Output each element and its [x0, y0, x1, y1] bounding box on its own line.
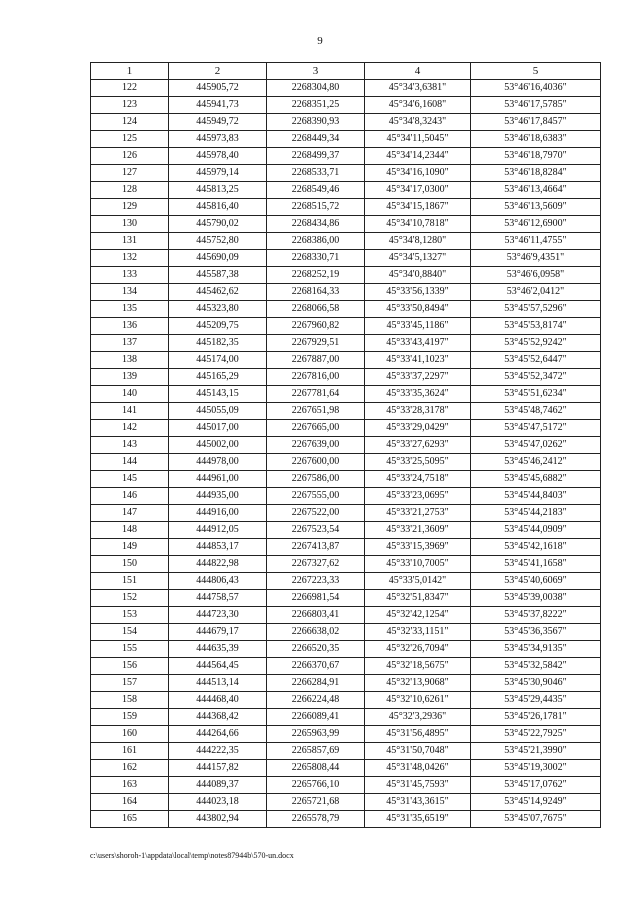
- coordinates-table: [90, 62, 601, 828]
- column-header-longitude: 5: [471, 63, 601, 80]
- cell-point-number: 125: [91, 131, 169, 148]
- cell-y: 2267223,33: [267, 573, 365, 590]
- cell-x: 444089,37: [169, 777, 267, 794]
- cell-point-number: 146: [91, 488, 169, 505]
- cell-latitude: 45°31'45,7593": [365, 777, 471, 794]
- cell-x: 445949,72: [169, 114, 267, 131]
- cell-x: 445165,29: [169, 369, 267, 386]
- cell-latitude: 45°34'8,3243": [365, 114, 471, 131]
- cell-point-number: 140: [91, 386, 169, 403]
- cell-longitude: 53°46'11,4755": [471, 233, 601, 250]
- cell-y: 2267960,82: [267, 318, 365, 335]
- cell-point-number: 164: [91, 794, 169, 811]
- cell-y: 2267522,00: [267, 505, 365, 522]
- cell-y: 2267639,00: [267, 437, 365, 454]
- cell-longitude: 53°46'17,8457": [471, 114, 601, 131]
- cell-latitude: 45°32'3,2936": [365, 709, 471, 726]
- cell-x: 444961,00: [169, 471, 267, 488]
- cell-latitude: 45°33'27,6293": [365, 437, 471, 454]
- cell-y: 2268066,58: [267, 301, 365, 318]
- cell-longitude: 53°45'14,9249": [471, 794, 601, 811]
- table-row: [91, 624, 601, 641]
- cell-latitude: 45°32'42,1254": [365, 607, 471, 624]
- cell-longitude: 53°46'9,4351": [471, 250, 601, 267]
- cell-latitude: 45°33'21,2753": [365, 505, 471, 522]
- table-row: [91, 335, 601, 352]
- cell-x: 445690,09: [169, 250, 267, 267]
- cell-y: 2267600,00: [267, 454, 365, 471]
- cell-latitude: 45°34'17,0300": [365, 182, 471, 199]
- cell-latitude: 45°33'43,4197": [365, 335, 471, 352]
- cell-y: 2265766,10: [267, 777, 365, 794]
- cell-x: 445055,09: [169, 403, 267, 420]
- cell-longitude: 53°45'42,1618": [471, 539, 601, 556]
- cell-x: 445323,80: [169, 301, 267, 318]
- table-row: [91, 148, 601, 165]
- cell-longitude: 53°45'30,9046": [471, 675, 601, 692]
- cell-longitude: 53°46'18,6383": [471, 131, 601, 148]
- table-row: [91, 726, 601, 743]
- cell-longitude: 53°46'13,5609": [471, 199, 601, 216]
- cell-point-number: 155: [91, 641, 169, 658]
- cell-x: 445017,00: [169, 420, 267, 437]
- cell-x: 444157,82: [169, 760, 267, 777]
- page-number: 9: [317, 35, 323, 47]
- cell-latitude: 45°33'21,3609": [365, 522, 471, 539]
- cell-longitude: 53°45'52,6447": [471, 352, 601, 369]
- cell-y: 2268164,33: [267, 284, 365, 301]
- table-row: [91, 233, 601, 250]
- cell-y: 2268434,86: [267, 216, 365, 233]
- cell-latitude: 45°34'5,1327": [365, 250, 471, 267]
- cell-point-number: 122: [91, 80, 169, 97]
- cell-longitude: 53°45'37,8222": [471, 607, 601, 624]
- cell-longitude: 53°45'21,3990": [471, 743, 601, 760]
- table-row: [91, 692, 601, 709]
- cell-y: 2268549,46: [267, 182, 365, 199]
- cell-latitude: 45°31'48,0426": [365, 760, 471, 777]
- cell-point-number: 143: [91, 437, 169, 454]
- cell-longitude: 53°45'44,0909": [471, 522, 601, 539]
- cell-longitude: 53°46'2,0412": [471, 284, 601, 301]
- cell-latitude: 45°34'10,7818": [365, 216, 471, 233]
- cell-x: 444806,43: [169, 573, 267, 590]
- cell-latitude: 45°32'13,9068": [365, 675, 471, 692]
- cell-x: 443802,94: [169, 811, 267, 828]
- cell-x: 444978,00: [169, 454, 267, 471]
- cell-point-number: 135: [91, 301, 169, 318]
- cell-point-number: 147: [91, 505, 169, 522]
- cell-x: 444723,30: [169, 607, 267, 624]
- cell-point-number: 148: [91, 522, 169, 539]
- table-header-row: [91, 63, 601, 80]
- cell-latitude: 45°33'5,0142": [365, 573, 471, 590]
- cell-x: 444916,00: [169, 505, 267, 522]
- cell-y: 2268386,00: [267, 233, 365, 250]
- cell-x: 445462,62: [169, 284, 267, 301]
- table-row: [91, 488, 601, 505]
- cell-latitude: 45°34'11,5045": [365, 131, 471, 148]
- cell-longitude: 53°45'53,8174": [471, 318, 601, 335]
- cell-longitude: 53°45'48,7462": [471, 403, 601, 420]
- cell-latitude: 45°31'50,7048": [365, 743, 471, 760]
- cell-x: 444935,00: [169, 488, 267, 505]
- cell-x: 445973,83: [169, 131, 267, 148]
- cell-x: 445790,02: [169, 216, 267, 233]
- table-row: [91, 556, 601, 573]
- cell-point-number: 162: [91, 760, 169, 777]
- cell-latitude: 45°34'0,8840": [365, 267, 471, 284]
- cell-x: 444264,66: [169, 726, 267, 743]
- cell-y: 2265857,69: [267, 743, 365, 760]
- cell-x: 444222,35: [169, 743, 267, 760]
- cell-longitude: 53°45'44,8403": [471, 488, 601, 505]
- cell-latitude: 45°33'15,3969": [365, 539, 471, 556]
- cell-longitude: 53°45'32,5842": [471, 658, 601, 675]
- cell-y: 2267327,62: [267, 556, 365, 573]
- cell-latitude: 45°32'26,7094": [365, 641, 471, 658]
- cell-longitude: 53°45'07,7675": [471, 811, 601, 828]
- cell-point-number: 133: [91, 267, 169, 284]
- cell-x: 445002,00: [169, 437, 267, 454]
- cell-latitude: 45°33'37,2297": [365, 369, 471, 386]
- cell-latitude: 45°34'6,1608": [365, 97, 471, 114]
- table-row: [91, 777, 601, 794]
- cell-y: 2268304,80: [267, 80, 365, 97]
- table-row: [91, 114, 601, 131]
- cell-point-number: 134: [91, 284, 169, 301]
- cell-y: 2267523,54: [267, 522, 365, 539]
- cell-x: 444023,18: [169, 794, 267, 811]
- cell-longitude: 53°45'26,1781": [471, 709, 601, 726]
- table-row: [91, 454, 601, 471]
- cell-x: 444679,17: [169, 624, 267, 641]
- cell-x: 444758,57: [169, 590, 267, 607]
- cell-latitude: 45°33'41,1023": [365, 352, 471, 369]
- cell-longitude: 53°46'18,7970": [471, 148, 601, 165]
- cell-longitude: 53°45'52,3472": [471, 369, 601, 386]
- cell-point-number: 141: [91, 403, 169, 420]
- table-row: [91, 250, 601, 267]
- cell-point-number: 123: [91, 97, 169, 114]
- table-row: [91, 522, 601, 539]
- cell-point-number: 156: [91, 658, 169, 675]
- cell-x: 445174,00: [169, 352, 267, 369]
- cell-longitude: 53°45'47,0262": [471, 437, 601, 454]
- table-row: [91, 284, 601, 301]
- cell-longitude: 53°45'45,6882": [471, 471, 601, 488]
- cell-point-number: 161: [91, 743, 169, 760]
- cell-x: 444564,45: [169, 658, 267, 675]
- cell-point-number: 160: [91, 726, 169, 743]
- cell-longitude: 53°45'46,2412": [471, 454, 601, 471]
- cell-longitude: 53°45'34,9135": [471, 641, 601, 658]
- cell-longitude: 53°45'44,2183": [471, 505, 601, 522]
- cell-y: 2265808,44: [267, 760, 365, 777]
- cell-x: 444853,17: [169, 539, 267, 556]
- table-row: [91, 590, 601, 607]
- cell-y: 2268330,71: [267, 250, 365, 267]
- table-row: [91, 709, 601, 726]
- cell-x: 445941,73: [169, 97, 267, 114]
- cell-x: 445905,72: [169, 80, 267, 97]
- cell-latitude: 45°33'10,7005": [365, 556, 471, 573]
- cell-y: 2268351,25: [267, 97, 365, 114]
- cell-latitude: 45°33'23,0695": [365, 488, 471, 505]
- cell-y: 2267586,00: [267, 471, 365, 488]
- cell-longitude: 53°45'39,0038": [471, 590, 601, 607]
- table-row: [91, 471, 601, 488]
- cell-longitude: 53°45'52,9242": [471, 335, 601, 352]
- cell-x: 445979,14: [169, 165, 267, 182]
- cell-latitude: 45°34'16,1090": [365, 165, 471, 182]
- cell-longitude: 53°45'41,1658": [471, 556, 601, 573]
- table-body: [91, 80, 601, 828]
- cell-longitude: 53°45'47,5172": [471, 420, 601, 437]
- table-row: [91, 505, 601, 522]
- table-row: [91, 658, 601, 675]
- table-row: [91, 641, 601, 658]
- cell-latitude: 45°33'50,8494": [365, 301, 471, 318]
- cell-longitude: 53°45'40,6069": [471, 573, 601, 590]
- cell-x: 444912,05: [169, 522, 267, 539]
- cell-y: 2267651,98: [267, 403, 365, 420]
- cell-point-number: 129: [91, 199, 169, 216]
- cell-y: 2267816,00: [267, 369, 365, 386]
- cell-point-number: 150: [91, 556, 169, 573]
- table-row: [91, 437, 601, 454]
- cell-y: 2267887,00: [267, 352, 365, 369]
- cell-point-number: 131: [91, 233, 169, 250]
- cell-latitude: 45°33'28,3178": [365, 403, 471, 420]
- cell-point-number: 124: [91, 114, 169, 131]
- cell-x: 445143,15: [169, 386, 267, 403]
- cell-y: 2265721,68: [267, 794, 365, 811]
- cell-point-number: 163: [91, 777, 169, 794]
- cell-latitude: 45°32'10,6261": [365, 692, 471, 709]
- cell-point-number: 138: [91, 352, 169, 369]
- cell-point-number: 137: [91, 335, 169, 352]
- cell-point-number: 136: [91, 318, 169, 335]
- table-row: [91, 165, 601, 182]
- cell-latitude: 45°31'56,4895": [365, 726, 471, 743]
- table-row: [91, 386, 601, 403]
- cell-y: 2266224,48: [267, 692, 365, 709]
- cell-longitude: 53°46'18,8284": [471, 165, 601, 182]
- cell-longitude: 53°46'16,4036": [471, 80, 601, 97]
- cell-y: 2268252,19: [267, 267, 365, 284]
- cell-x: 445752,80: [169, 233, 267, 250]
- cell-longitude: 53°45'19,3002": [471, 760, 601, 777]
- cell-latitude: 45°32'51,8347": [365, 590, 471, 607]
- cell-latitude: 45°33'35,3624": [365, 386, 471, 403]
- table-row: [91, 199, 601, 216]
- column-header-latitude: 4: [365, 63, 471, 80]
- column-header-y: 3: [267, 63, 365, 80]
- cell-x: 445813,25: [169, 182, 267, 199]
- table-row: [91, 811, 601, 828]
- cell-longitude: 53°45'17,0762": [471, 777, 601, 794]
- cell-point-number: 158: [91, 692, 169, 709]
- table-row: [91, 369, 601, 386]
- cell-y: 2267665,00: [267, 420, 365, 437]
- cell-x: 444468,40: [169, 692, 267, 709]
- cell-latitude: 45°31'35,6519": [365, 811, 471, 828]
- cell-x: 444635,39: [169, 641, 267, 658]
- cell-x: 445587,38: [169, 267, 267, 284]
- table-row: [91, 760, 601, 777]
- cell-x: 445978,40: [169, 148, 267, 165]
- cell-latitude: 45°34'15,1867": [365, 199, 471, 216]
- table-row: [91, 80, 601, 97]
- cell-point-number: 165: [91, 811, 169, 828]
- table-row: [91, 131, 601, 148]
- cell-point-number: 157: [91, 675, 169, 692]
- cell-longitude: 53°46'13,4664": [471, 182, 601, 199]
- cell-point-number: 151: [91, 573, 169, 590]
- table-row: [91, 675, 601, 692]
- cell-y: 2268533,71: [267, 165, 365, 182]
- cell-point-number: 128: [91, 182, 169, 199]
- cell-longitude: 53°45'22,7925": [471, 726, 601, 743]
- cell-x: 444513,14: [169, 675, 267, 692]
- cell-longitude: 53°46'17,5785": [471, 97, 601, 114]
- cell-longitude: 53°45'57,5296": [471, 301, 601, 318]
- cell-point-number: 153: [91, 607, 169, 624]
- cell-y: 2266089,41: [267, 709, 365, 726]
- cell-point-number: 144: [91, 454, 169, 471]
- cell-point-number: 139: [91, 369, 169, 386]
- cell-y: 2266803,41: [267, 607, 365, 624]
- table-row: [91, 794, 601, 811]
- cell-y: 2268515,72: [267, 199, 365, 216]
- cell-latitude: 45°32'18,5675": [365, 658, 471, 675]
- cell-latitude: 45°33'24,7518": [365, 471, 471, 488]
- cell-latitude: 45°34'3,6381": [365, 80, 471, 97]
- cell-point-number: 159: [91, 709, 169, 726]
- cell-y: 2268499,37: [267, 148, 365, 165]
- table-row: [91, 301, 601, 318]
- cell-x: 444368,42: [169, 709, 267, 726]
- cell-y: 2266520,35: [267, 641, 365, 658]
- cell-latitude: 45°31'43,3615": [365, 794, 471, 811]
- cell-point-number: 130: [91, 216, 169, 233]
- cell-longitude: 53°46'12,6900": [471, 216, 601, 233]
- cell-latitude: 45°33'25,5095": [365, 454, 471, 471]
- cell-y: 2267929,51: [267, 335, 365, 352]
- cell-x: 445816,40: [169, 199, 267, 216]
- table-row: [91, 318, 601, 335]
- cell-point-number: 152: [91, 590, 169, 607]
- cell-y: 2265578,79: [267, 811, 365, 828]
- cell-latitude: 45°32'33,1151": [365, 624, 471, 641]
- cell-longitude: 53°45'36,3567": [471, 624, 601, 641]
- cell-latitude: 45°34'8,1280": [365, 233, 471, 250]
- cell-x: 445182,35: [169, 335, 267, 352]
- cell-y: 2265963,99: [267, 726, 365, 743]
- table-row: [91, 216, 601, 233]
- cell-latitude: 45°34'14,2344": [365, 148, 471, 165]
- cell-longitude: 53°45'29,4435": [471, 692, 601, 709]
- cell-y: 2266370,67: [267, 658, 365, 675]
- cell-point-number: 142: [91, 420, 169, 437]
- cell-point-number: 154: [91, 624, 169, 641]
- table-row: [91, 97, 601, 114]
- cell-latitude: 45°33'29,0429": [365, 420, 471, 437]
- cell-y: 2266284,91: [267, 675, 365, 692]
- footer-file-path: c:\users\shoroh-1\appdata\local\temp\notes87944b\570-un.docx: [90, 851, 294, 860]
- table-row: [91, 352, 601, 369]
- cell-point-number: 127: [91, 165, 169, 182]
- cell-point-number: 132: [91, 250, 169, 267]
- column-header-point-number: 1: [91, 63, 169, 80]
- table-row: [91, 539, 601, 556]
- cell-point-number: 145: [91, 471, 169, 488]
- cell-y: 2267555,00: [267, 488, 365, 505]
- cell-y: 2268390,93: [267, 114, 365, 131]
- cell-longitude: 53°46'6,0958": [471, 267, 601, 284]
- cell-longitude: 53°45'51,6234": [471, 386, 601, 403]
- table-row: [91, 743, 601, 760]
- cell-y: 2266981,54: [267, 590, 365, 607]
- column-header-x: 2: [169, 63, 267, 80]
- cell-y: 2267413,87: [267, 539, 365, 556]
- cell-y: 2267781,64: [267, 386, 365, 403]
- table-row: [91, 420, 601, 437]
- cell-x: 445209,75: [169, 318, 267, 335]
- cell-point-number: 126: [91, 148, 169, 165]
- cell-latitude: 45°33'56,1339": [365, 284, 471, 301]
- table-row: [91, 182, 601, 199]
- cell-x: 444822,98: [169, 556, 267, 573]
- cell-y: 2268449,34: [267, 131, 365, 148]
- table-row: [91, 607, 601, 624]
- cell-y: 2266638,02: [267, 624, 365, 641]
- table-row: [91, 403, 601, 420]
- table-row: [91, 267, 601, 284]
- table-row: [91, 573, 601, 590]
- cell-point-number: 149: [91, 539, 169, 556]
- cell-latitude: 45°33'45,1186": [365, 318, 471, 335]
